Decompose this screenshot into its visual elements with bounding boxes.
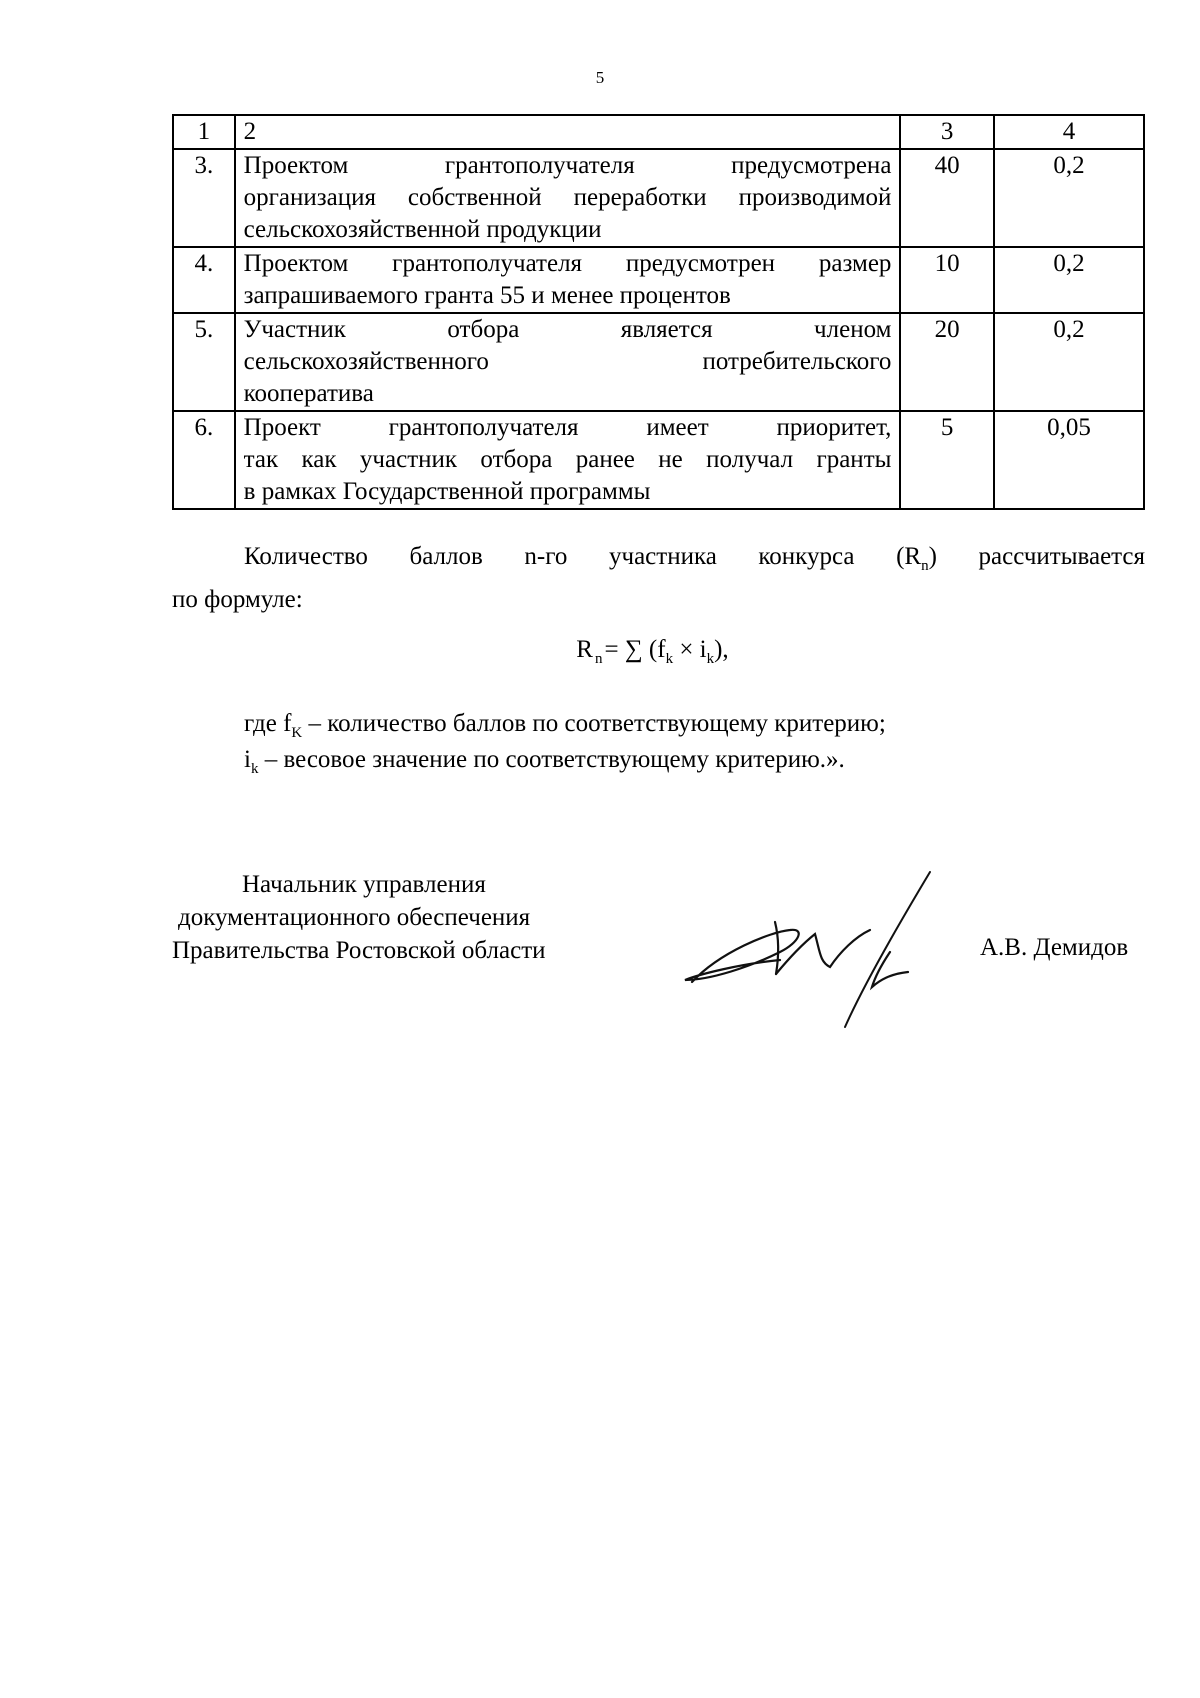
table-header-row (173, 115, 1144, 149)
weight-cell: 0,05 (994, 411, 1144, 509)
criterion-line: запрашиваемого гранта 55 и менее процентов (243, 282, 731, 309)
criterion-text (235, 313, 901, 411)
score-formula: R $_n$= ∑ $(f_k \times i_k)$, (576, 636, 729, 667)
criterion-line: Проектом грантополучателя предусмотрен размер (243, 250, 892, 277)
formula-intro-paragraph (172, 540, 1145, 617)
score-cell: 20 (900, 313, 993, 411)
header-cell: 3 (900, 115, 993, 149)
weight-cell: 0,2 (994, 149, 1144, 247)
signatory-title-line: Начальник управления (242, 871, 486, 898)
score-cell: 40 (900, 149, 993, 247)
formula-legend-f: где $f_K$ – количество баллов по соответствующему критерию; (244, 710, 886, 741)
criterion-line: организация собственной переработки производимой (243, 184, 892, 211)
row-number: 5. (173, 313, 235, 411)
signatory-title-line: документационного обеспечения (178, 904, 531, 931)
page-number: 5 (595, 68, 605, 87)
criterion-text (235, 247, 901, 313)
signatory-title-line: Правительства Ростовской области (172, 937, 546, 964)
weight-cell: 0,2 (994, 247, 1144, 313)
criterion-text (235, 411, 901, 509)
criterion-line: в рамках Государственной программы (243, 478, 651, 505)
header-cell: 1 (173, 115, 235, 149)
handwritten-signature (680, 862, 980, 1032)
table-row (173, 247, 1144, 313)
criteria-table (172, 114, 1145, 510)
criterion-line: Проект грантополучателя имеет приоритет, (243, 414, 892, 441)
table-row (173, 411, 1144, 509)
row-number: 6. (173, 411, 235, 509)
table-row (173, 149, 1144, 247)
criterion-line: кооператива (243, 380, 374, 407)
signatory-title (172, 868, 546, 967)
header-cell: 2 (235, 115, 901, 149)
signatory-name: А.В. Демидов (980, 934, 1129, 961)
paragraph-line: Количество баллов n-го участника конкурса $(R_n)$ рассчитывается (244, 543, 1145, 574)
score-cell: 5 (900, 411, 993, 509)
score-cell: 10 (900, 247, 993, 313)
table-row (173, 313, 1144, 411)
criterion-line: Участник отбора является членом (243, 316, 892, 343)
criterion-line: сельскохозяйственной продукции (243, 216, 602, 243)
criterion-text (235, 149, 901, 247)
formula-legend-i: $i_k$ – весовое значение по соответствующему критерию.». (244, 746, 845, 777)
row-number: 4. (173, 247, 235, 313)
row-number: 3. (173, 149, 235, 247)
criterion-line: Проектом грантополучателя предусмотрена (243, 152, 892, 179)
paragraph-line: по формуле: (172, 586, 303, 613)
header-cell: 4 (994, 115, 1144, 149)
criterion-line: так как участник отбора ранее не получал гранты (243, 446, 892, 473)
criterion-line: сельскохозяйственного потребительского (243, 348, 892, 375)
weight-cell: 0,2 (994, 313, 1144, 411)
